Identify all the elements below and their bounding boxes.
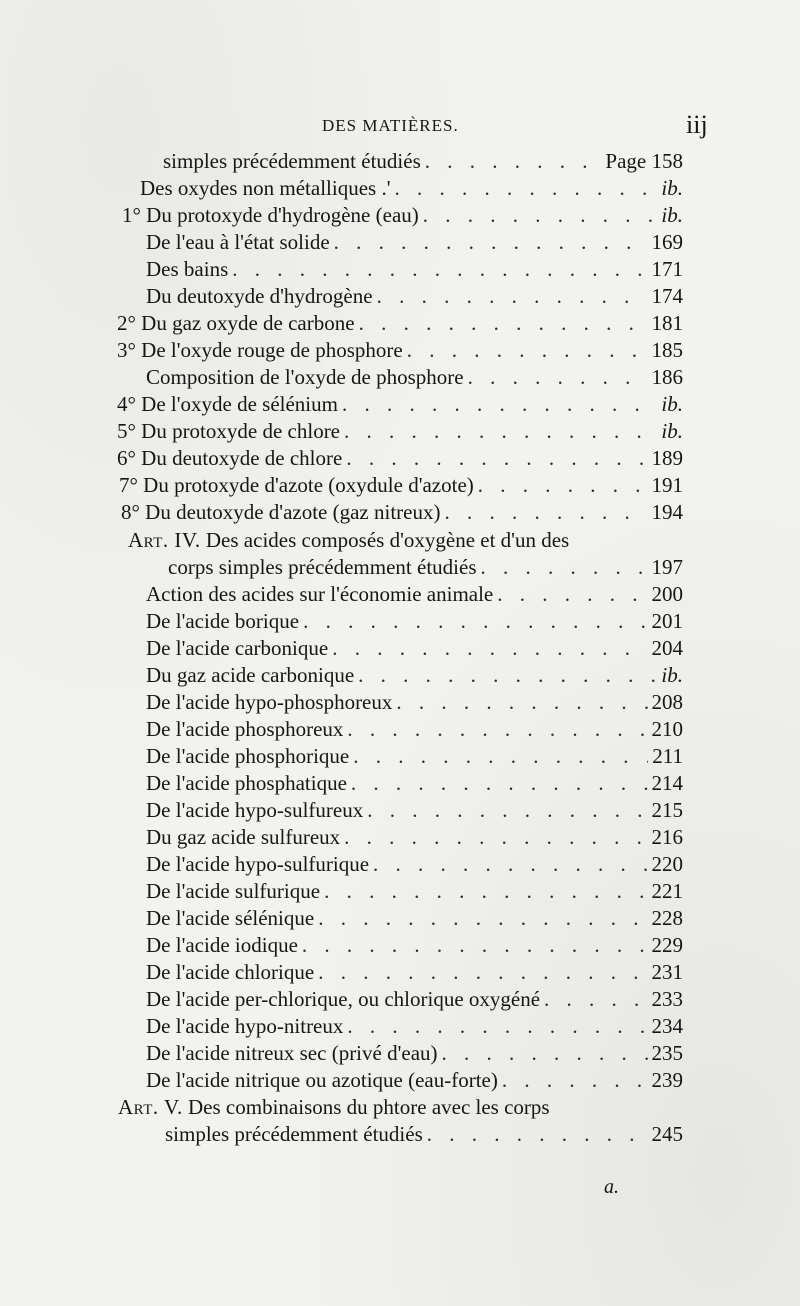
entry-title: 8° Du deutoxyde d'azote (gaz nitreux) (121, 500, 441, 524)
toc-entry (146, 689, 683, 716)
toc-entry (146, 851, 683, 878)
leader-dots (342, 391, 657, 418)
entry-title: De l'acide sulfurique (146, 879, 321, 903)
leader-dots (396, 689, 647, 716)
entry-page: 204 (651, 636, 683, 660)
entry-title: Des oxydes non métalliques .' (140, 176, 391, 200)
toc-entry (146, 662, 683, 689)
toc-entry (163, 148, 683, 175)
entry-title: De l'acide per-chlorique, ou chlorique oxygéné (146, 987, 541, 1011)
toc-entry (146, 959, 683, 986)
article-heading (128, 527, 569, 554)
toc-entry (146, 878, 683, 905)
toc-entry (146, 635, 683, 662)
entry-title: Action des acides sur l'économie animale (146, 582, 494, 606)
entry-title: Du deutoxyde d'hydrogène (146, 284, 373, 308)
toc-entry (146, 986, 683, 1013)
entry-title: 3° De l'oxyde rouge de phosphore (117, 338, 403, 362)
leader-dots (347, 716, 647, 743)
leader-dots (423, 202, 658, 229)
toc-entry (146, 581, 683, 608)
article-label: Art. IV. (128, 528, 201, 552)
entry-page: 245 (651, 1122, 683, 1146)
leader-dots (442, 1040, 648, 1067)
entry-page: 208 (651, 690, 683, 714)
entry-title: Du gaz acide sulfureux (146, 825, 341, 849)
leader-dots (232, 256, 647, 283)
toc-entry (146, 229, 683, 256)
leader-dots (358, 662, 657, 689)
leader-dots (344, 824, 647, 851)
toc-entry (117, 445, 683, 472)
entry-page: Page 158 (605, 149, 683, 173)
leader-dots (407, 337, 648, 364)
toc-entry (117, 337, 683, 364)
entry-page: 201 (651, 609, 683, 633)
leader-dots (332, 635, 647, 662)
entry-title: 7° Du protoxyde d'azote (oxydule d'azote) (119, 473, 474, 497)
leader-dots (318, 905, 647, 932)
entry-title: De l'acide nitreux sec (privé d'eau) (146, 1041, 438, 1065)
leader-dots (427, 1121, 648, 1148)
toc-entry (117, 310, 683, 337)
entry-page: 181 (651, 311, 683, 335)
toc-entry (146, 283, 683, 310)
leader-dots (367, 797, 647, 824)
entry-page: 210 (651, 717, 683, 741)
entry-page: 197 (651, 555, 683, 579)
entry-page: 171 (651, 257, 683, 281)
entry-page: 235 (651, 1041, 683, 1065)
entry-title: 4° De l'oxyde de sélénium (117, 392, 338, 416)
leader-dots (347, 1013, 647, 1040)
entry-page: 186 (651, 365, 683, 389)
entry-page: 216 (651, 825, 683, 849)
page-header (0, 112, 800, 142)
leader-dots (497, 581, 647, 608)
toc-entry (146, 932, 683, 959)
entry-page: 215 (651, 798, 683, 822)
entry-title: De l'acide chlorique (146, 960, 315, 984)
toc-entry (117, 391, 683, 418)
running-head: DES MATIÈRES. (322, 116, 459, 135)
toc-entry (146, 256, 683, 283)
article-title-line2: simples précédemment étudiés (165, 1122, 423, 1146)
entry-page: 233 (651, 987, 683, 1011)
entry-title: Du gaz acide carbonique (146, 663, 355, 687)
toc-entry (146, 364, 683, 391)
toc-entry (168, 554, 683, 581)
entry-title: De l'acide hypo-sulfureux (146, 798, 364, 822)
entry-page: 185 (651, 338, 683, 362)
entry-page: 174 (651, 284, 683, 308)
entry-page: 231 (651, 960, 683, 984)
toc-entry (140, 175, 683, 202)
entry-page: 229 (651, 933, 683, 957)
toc-entry (146, 1013, 683, 1040)
entry-page: ib. (661, 419, 683, 443)
toc-entry (146, 905, 683, 932)
leader-dots (359, 310, 648, 337)
toc-entry (119, 472, 683, 499)
leader-dots (478, 472, 648, 499)
leader-dots (351, 770, 648, 797)
entry-title: De l'acide hypo-sulfurique (146, 852, 370, 876)
leader-dots (377, 283, 648, 310)
entry-title: simples précédemment étudiés (163, 149, 421, 173)
toc-entry (146, 824, 683, 851)
entry-page: 189 (651, 446, 683, 470)
leader-dots (425, 148, 602, 175)
entry-title: De l'acide hypo-phosphoreux (146, 690, 393, 714)
entry-page: 211 (652, 744, 683, 768)
toc-entry (117, 418, 683, 445)
entry-page: 214 (651, 771, 683, 795)
entry-page: 200 (651, 582, 683, 606)
entry-title: De l'acide carbonique (146, 636, 329, 660)
article-title-line1: Des acides composés d'oxygène et d'un des (205, 528, 570, 552)
entry-title: De l'eau à l'état solide (146, 230, 330, 254)
article-heading (118, 1094, 550, 1121)
leader-dots (346, 445, 647, 472)
toc-entry (121, 499, 683, 526)
entry-title: 5° Du protoxyde de chlore (117, 419, 341, 443)
entry-page: ib. (661, 203, 683, 227)
entry-page: 239 (651, 1068, 683, 1092)
leader-dots (395, 175, 658, 202)
toc-entry (146, 743, 683, 770)
entry-title: De l'acide phosphoreux (146, 717, 344, 741)
entry-title: Des bains (146, 257, 229, 281)
toc-entry (146, 716, 683, 743)
leader-dots (481, 554, 648, 581)
leader-dots (334, 229, 648, 256)
leader-dots (373, 851, 647, 878)
toc-entry (146, 797, 683, 824)
leader-dots (544, 986, 647, 1013)
entry-title: 1° Du protoxyde d'hydrogène (eau) (122, 203, 419, 227)
signature-mark: a. (604, 1176, 619, 1198)
toc-entry (146, 1040, 683, 1067)
entry-title: De l'acide sélénique (146, 906, 315, 930)
leader-dots (502, 1067, 648, 1094)
entry-title: De l'acide borique (146, 609, 300, 633)
leader-dots (444, 499, 647, 526)
toc-entry (146, 608, 683, 635)
article-title-line1: Des combinaisons du phtore avec les corps (188, 1095, 550, 1119)
leader-dots (318, 959, 647, 986)
toc-entry (146, 1067, 683, 1094)
entry-title: 6° Du deutoxyde de chlore (117, 446, 343, 470)
leader-dots (324, 878, 647, 905)
entry-title: De l'acide nitrique ou azotique (eau-forte) (146, 1068, 498, 1092)
leader-dots (353, 743, 648, 770)
entry-title: De l'acide phosphatique (146, 771, 347, 795)
entry-title: De l'acide iodique (146, 933, 298, 957)
entry-page: 234 (651, 1014, 683, 1038)
entry-page: ib. (661, 663, 683, 687)
entry-title: 2° Du gaz oxyde de carbone (117, 311, 355, 335)
toc-entry (165, 1121, 683, 1148)
entry-title: Composition de l'oxyde de phosphore (146, 365, 464, 389)
leader-dots (468, 364, 648, 391)
entry-page: 228 (651, 906, 683, 930)
entry-page: 220 (651, 852, 683, 876)
toc-entry (122, 202, 683, 229)
toc-entry (146, 770, 683, 797)
article-label: Art. V. (118, 1095, 183, 1119)
entry-page: ib. (661, 176, 683, 200)
leader-dots (302, 932, 648, 959)
entry-title: De l'acide hypo-nitreux (146, 1014, 344, 1038)
leader-dots (344, 418, 657, 445)
article-title-line2: corps simples précédemment étudiés (168, 555, 477, 579)
entry-page: ib. (661, 392, 683, 416)
entry-page: 169 (651, 230, 683, 254)
entry-page: 191 (651, 473, 683, 497)
entry-page: 221 (651, 879, 683, 903)
entry-title: De l'acide phosphorique (146, 744, 350, 768)
folio: iij (686, 110, 708, 139)
entry-page: 194 (651, 500, 683, 524)
leader-dots (303, 608, 647, 635)
